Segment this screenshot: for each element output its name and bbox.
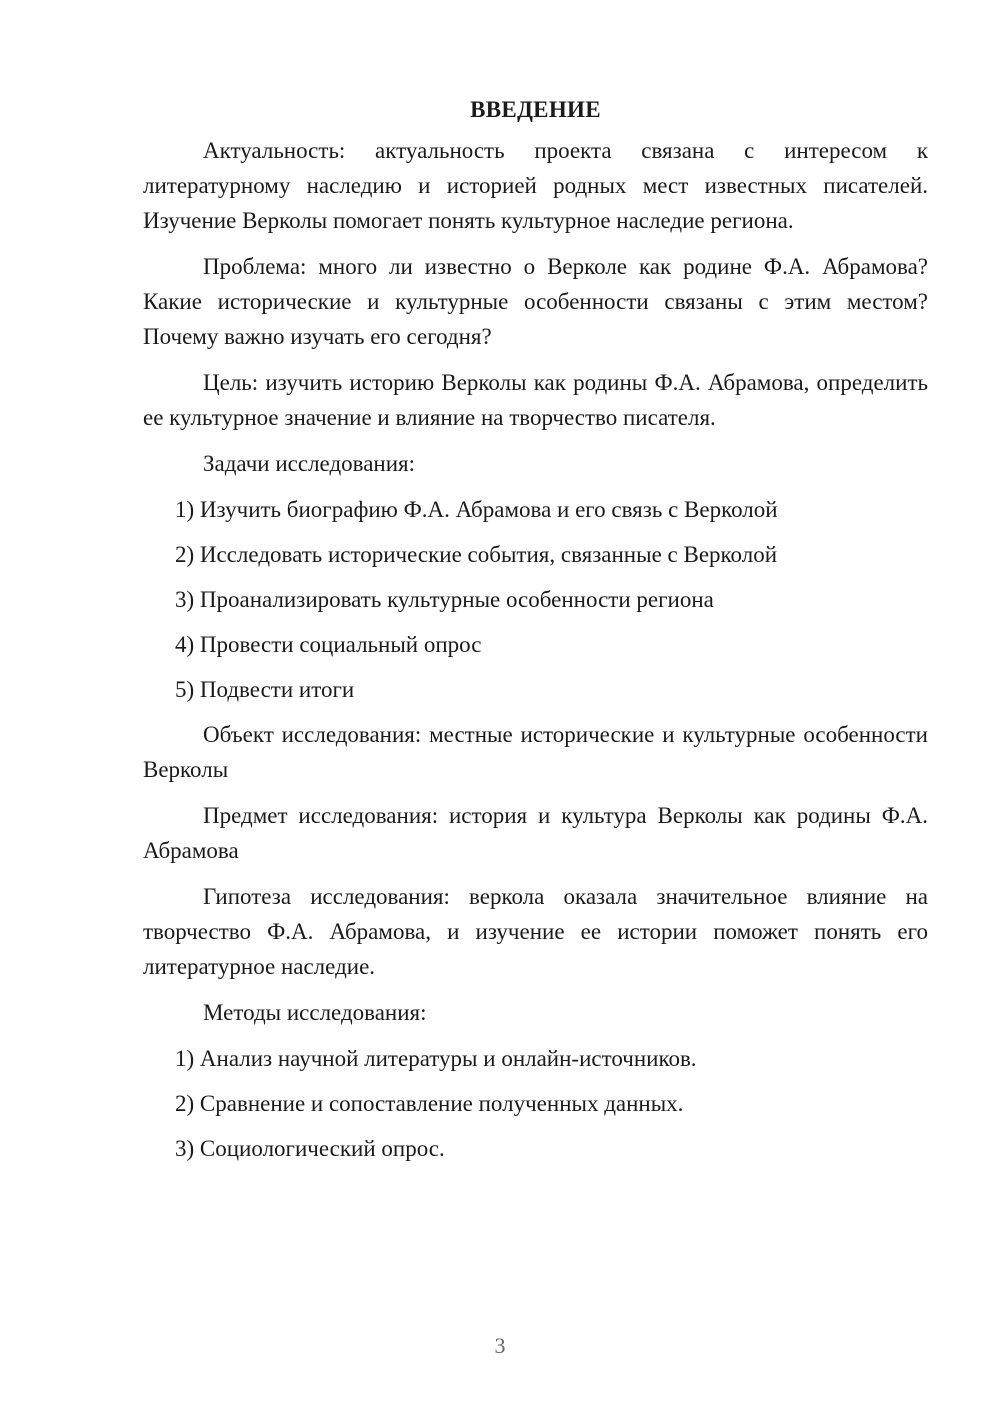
list-item: 4) Провести социальный опрос xyxy=(175,632,482,657)
list-item: 2) Сравнение и сопоставление полученных данных. xyxy=(175,1091,684,1116)
methods-list xyxy=(143,1041,928,1166)
list-item: 1) Изучить биографию Ф.А. Абрамова и его связь с Верколой xyxy=(175,497,778,522)
tasks-heading: Задачи исследования: xyxy=(203,451,416,476)
hypothesis-paragraph: Гипотеза исследования: веркола оказала значительное влияние на творчество Ф.А. Абрамова, и изучение ее истории поможет понять его литературное наследие. xyxy=(143,884,928,979)
problem-paragraph: Проблема: много ли известно о Верколе как родине Ф.А. Абрамова? Какие исторические и культурные особенности связаны с этим местом? Почему важно изучать его сегодня? xyxy=(143,254,928,349)
tasks-list xyxy=(143,492,928,707)
relevance-paragraph: Актуальность: актуальность проекта связана с интересом к литературному наследию и историей родных мест известных писателей. Изучение Верколы помогает понять культурное наследие региона. xyxy=(143,138,928,233)
list-item: 1) Анализ научной литературы и онлайн-источников. xyxy=(175,1046,697,1071)
subject-paragraph: Предмет исследования: история и культура Верколы как родины Ф.А. Абрамова xyxy=(143,803,928,863)
list-item: 3) Проанализировать культурные особенности региона xyxy=(175,587,714,612)
list-item: 2) Исследовать исторические события, связанные с Верколой xyxy=(175,542,778,567)
page-number: 3 xyxy=(494,1333,506,1358)
methods-heading: Методы исследования: xyxy=(203,1000,427,1025)
document-page xyxy=(143,95,928,1176)
section-title: ВВЕДЕНИЕ xyxy=(470,97,601,122)
list-item: 3) Социологический опрос. xyxy=(175,1136,445,1161)
object-paragraph: Объект исследования: местные исторические и культурные особенности Верколы xyxy=(143,722,928,782)
goal-paragraph: Цель: изучить историю Верколы как родины Ф.А. Абрамова, определить ее культурное значение и влияние на творчество писателя. xyxy=(143,370,928,430)
list-item: 5) Подвести итоги xyxy=(175,677,355,702)
